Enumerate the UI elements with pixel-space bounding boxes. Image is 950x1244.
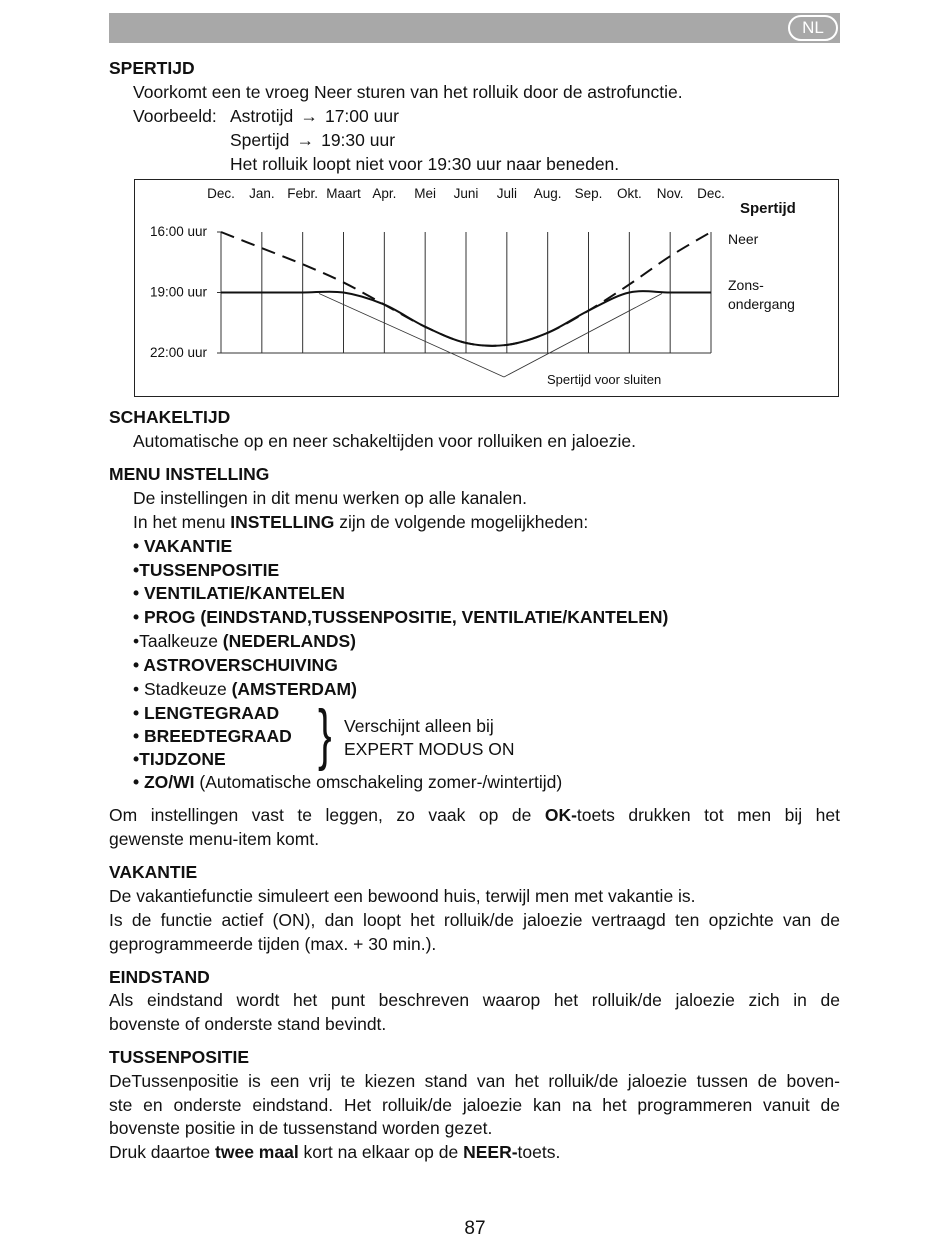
menu-item-astroverschuiving: • ASTROVERSCHUIVING [133,655,338,675]
legend-neer: Neer [728,231,759,247]
header-bar [109,13,840,43]
annotation-label: Spertijd voor sluiten [547,372,662,387]
menu-item-taalkeuze [133,629,356,653]
month-label-4: Apr. [372,186,397,201]
line4-bold1: twee maal [215,1142,299,1162]
brace-icon: } [318,696,332,772]
legend-zons-2: ondergang [728,296,795,312]
y-tick-label-0: 16:00 uur [150,224,208,239]
astro-value: 17:00 uur [324,106,399,126]
eindstand-line2: bovenste of onderste stand bevindt. [109,1014,387,1034]
line4-mid: kort na elkaar op de [298,1142,464,1162]
month-label-1: Jan. [249,186,275,201]
taalkeuze-value: (NEDERLANDS) [222,631,356,651]
month-label-0: Dec. [207,186,235,201]
expert-note-line2: EXPERT MODUS ON [344,739,515,759]
expert-note-line1: Verschijnt alleen bij [344,716,494,736]
ok-instruction-line2: gewenste menu-item komt. [109,829,320,849]
menu-line1: De instellingen in dit menu werken op alle kanalen. [133,488,527,508]
menu-item-tussenpositie: •TUSSENPOSITIE [133,560,280,580]
ok-pre: Om instellingen vast te leggen, zo vaak op de [109,805,545,825]
schakeltijd-text: Automatische op en neer schakeltijden voor rolluiken en jaloezie. [133,431,636,451]
astro-row [230,104,399,128]
zowi-desc: (Automatische omschakeling zomer-/wintertijd) [194,772,563,792]
menu-line2 [133,510,588,534]
menu-item-ventilatie: • VENTILATIE/KANTELEN [133,583,345,603]
annotation-line-left [319,294,504,377]
arrow-right-icon: → [300,106,318,126]
month-label-7: Juli [496,186,517,201]
zowi-label: • ZO/WI [133,772,195,792]
line4-pre: Druk daartoe [109,1142,216,1162]
menu-heading: MENU INSTELLING [109,464,270,484]
menu-item-zowi [133,770,562,794]
menu-item-tijdzone: •TIJDZONE [133,749,226,769]
vakantie-line2: Is de functie actief (ON), dan loopt het rolluik/de jaloezie vertraagd ten opzichte van de [109,910,840,930]
spertijd-heading: SPERTIJD [109,58,195,78]
page-number: 87 [464,1218,486,1239]
tussenpositie-line4 [109,1140,560,1164]
menu-item-breedtegraad: • BREEDTEGRAAD [133,726,292,746]
spertijd-result: Het rolluik loopt niet voor 19:30 uur naar beneden. [230,154,620,174]
sper-value: 19:30 uur [321,130,396,150]
y-tick-label-2: 22:00 uur [150,345,208,360]
vakantie-line3: geprogrammeerde tijden (max. + 30 min.). [109,934,437,954]
example-label: Voorbeeld: [133,106,217,126]
line4-post: toets. [517,1142,561,1162]
month-label-5: Mei [414,186,437,201]
vakantie-line1: De vakantiefunctie simuleert een bewoond huis, terwijl men met vakantie is. [109,886,696,906]
month-label-6: Juni [453,186,479,201]
month-label-2: Febr. [287,186,319,201]
legend-title: Spertijd [740,200,796,217]
spertijd-chart [134,179,839,397]
menu-item-lengtegraad: • LENGTEGRAAD [133,703,280,723]
ok-post: toets drukken tot men bij het [576,805,840,825]
stadkeuze-label: • Stadkeuze [133,679,232,699]
month-label-11: Nov. [656,186,684,201]
eindstand-heading: EINDSTAND [109,967,210,987]
month-label-12: Dec. [697,186,725,201]
eindstand-line1: Als eindstand wordt het punt beschreven waarop het rolluik/de jaloezie zich in de [109,990,840,1010]
legend-zons-1: Zons- [728,277,764,293]
tussenpositie-line2: ste en onderste eindstand. Het rolluik/de jaloezie kan na het programmeren vanuit de [109,1095,840,1115]
schakeltijd-heading: SCHAKELTIJD [109,407,231,427]
stadkeuze-value: (AMSTERDAM) [231,679,357,699]
arrow-right-icon: → [296,130,314,150]
menu-item-prog: • PROG (EINDSTAND,TUSSENPOSITIE, VENTILATIE/KANTELEN) [133,607,669,627]
tussenpositie-line3: bovenste positie in de tussenstand worden gezet. [109,1118,493,1138]
vakantie-heading: VAKANTIE [109,862,198,882]
month-label-10: Okt. [616,186,642,201]
ok-instruction-line1 [109,803,840,827]
tussenpositie-heading: TUSSENPOSITIE [109,1047,250,1067]
month-label-8: Aug. [533,186,562,201]
menu-line2-pre: In het menu [133,512,231,532]
month-label-9: Sep. [574,186,603,201]
y-tick-label-1: 19:00 uur [150,284,208,300]
sper-row [230,128,395,152]
menu-item-vakantie: • VAKANTIE [133,536,233,556]
menu-line2-bold: INSTELLING [230,512,335,532]
ok-bold: OK- [544,805,577,825]
menu-line2-post: zijn de volgende mogelijkheden: [334,512,589,532]
language-badge: NL [788,15,838,41]
tussenpositie-line1: DeTussenpositie is een vrij te kiezen stand van het rolluik/de jaloezie tussen de boven- [109,1071,840,1091]
month-label-3: Maart [326,186,361,201]
line4-bold2: NEER- [463,1142,518,1162]
annotation-line-right [504,294,662,377]
astro-label: Astrotijd [230,106,294,126]
taalkeuze-label: •Taalkeuze [133,631,223,651]
sper-label: Spertijd [230,130,290,150]
spertijd-line1: Voorkomt een te vroeg Neer sturen van het rolluik door de astrofunctie. [133,82,683,102]
